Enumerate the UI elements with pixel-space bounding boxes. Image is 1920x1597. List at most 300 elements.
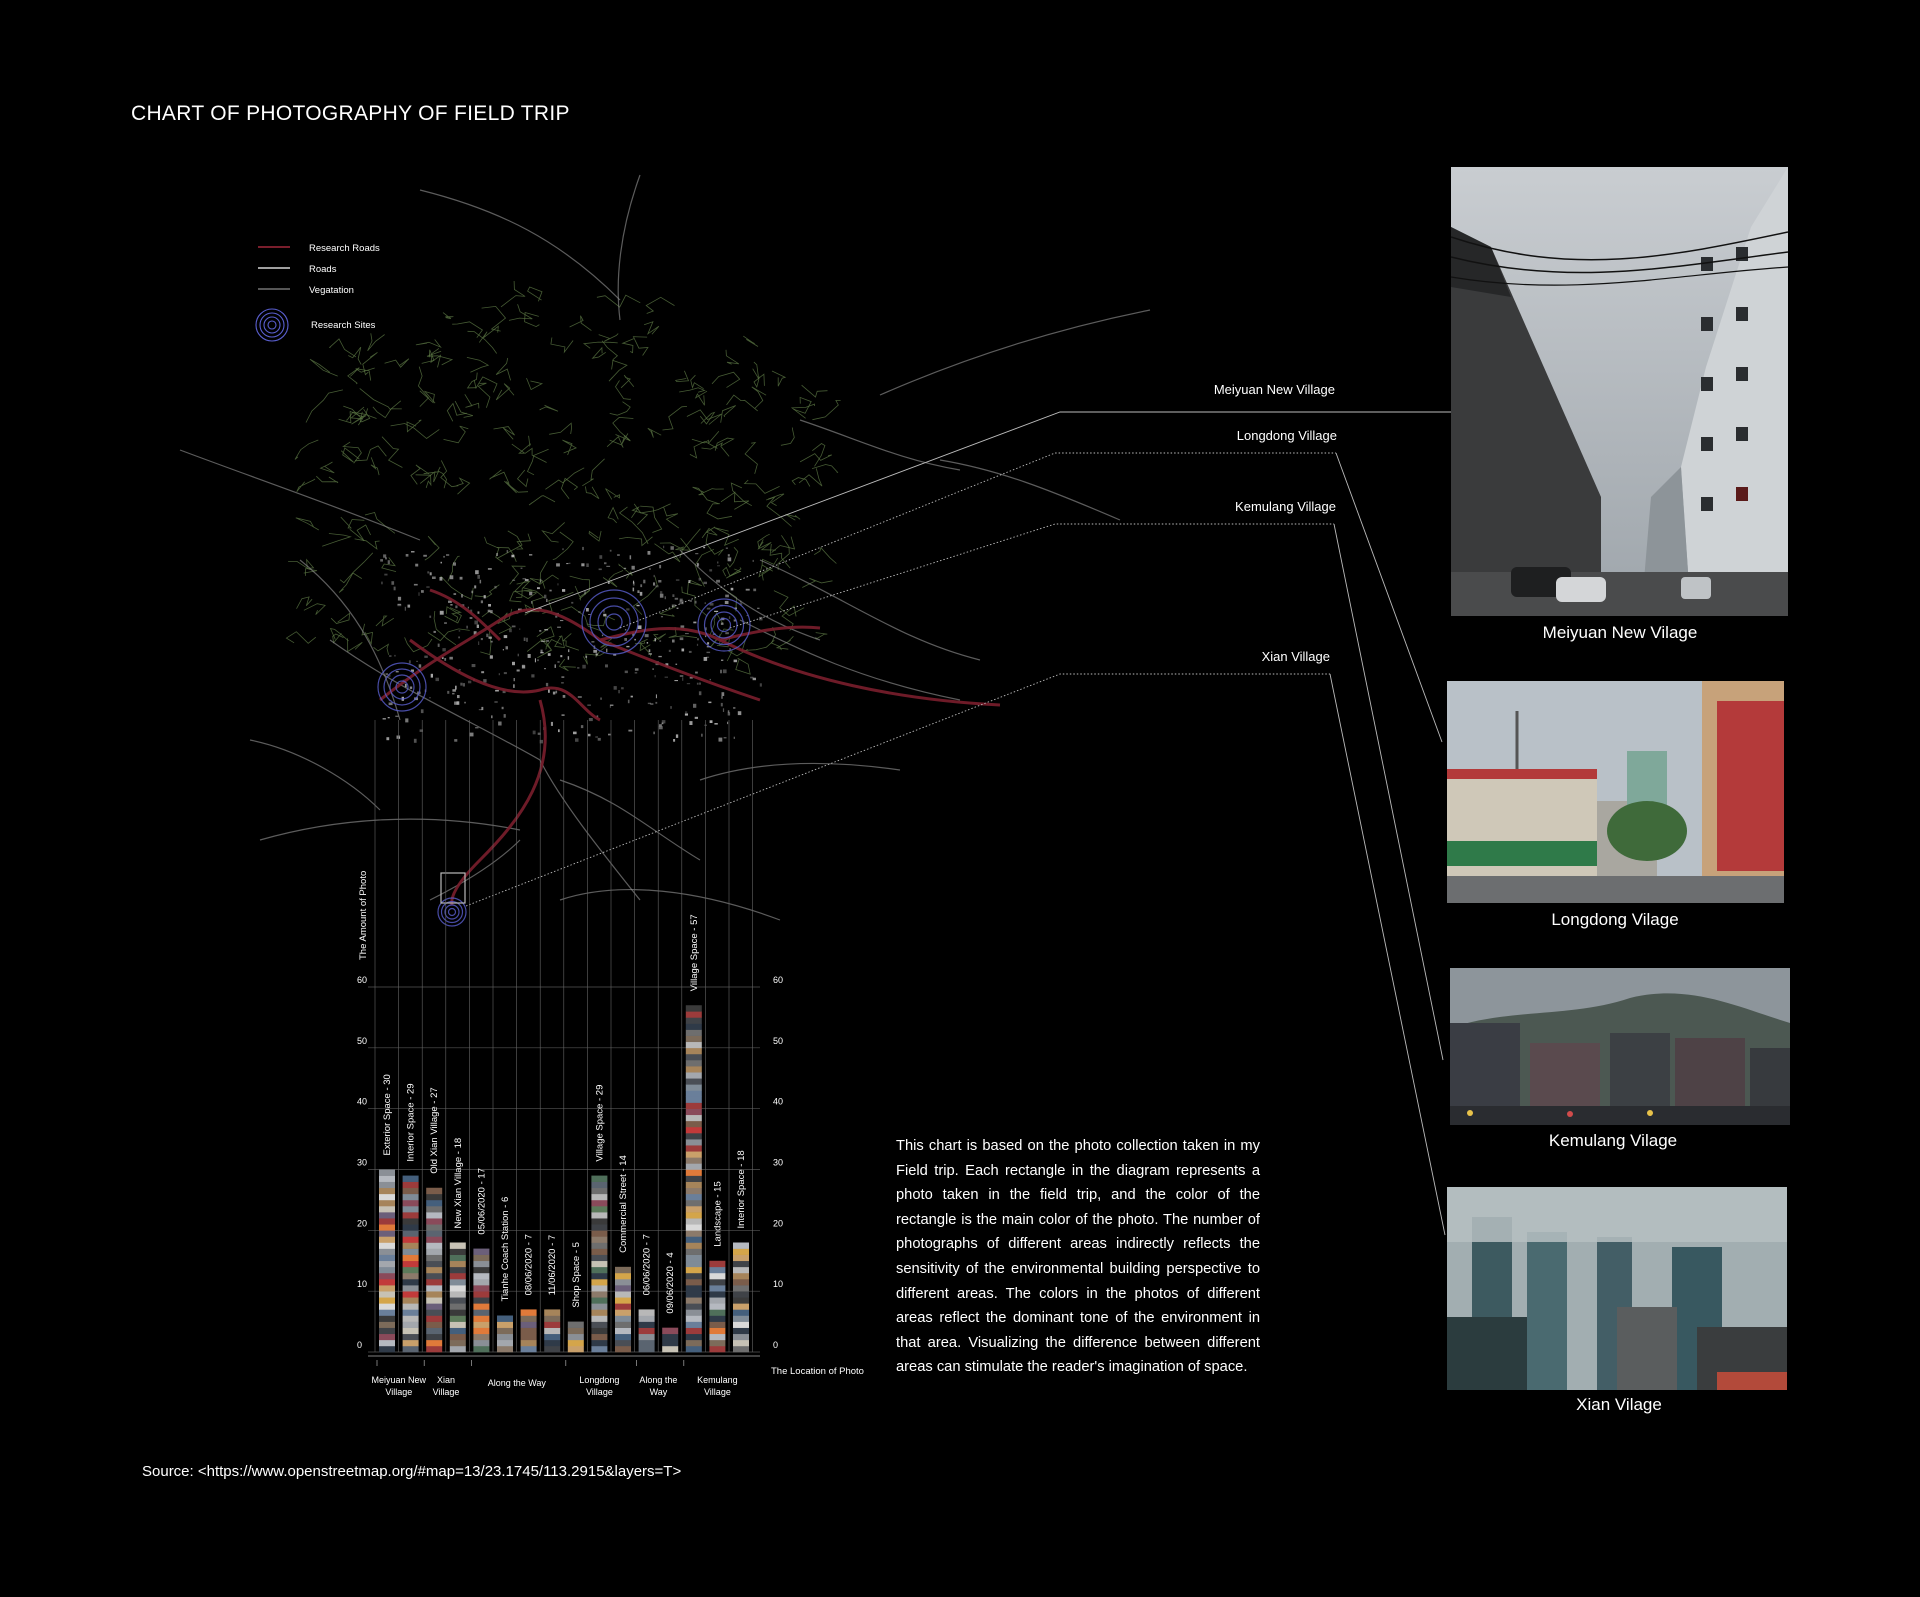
vegetation-path bbox=[727, 395, 758, 411]
urban-block bbox=[631, 696, 633, 698]
photo-swatch bbox=[403, 1236, 419, 1242]
urban-block bbox=[446, 554, 449, 555]
photo-swatch bbox=[450, 1291, 466, 1297]
urban-block bbox=[489, 637, 492, 639]
map-legend bbox=[256, 243, 380, 341]
road bbox=[560, 890, 780, 920]
urban-block bbox=[681, 625, 685, 627]
urban-block bbox=[721, 696, 723, 699]
urban-block bbox=[731, 588, 734, 591]
photo-swatch bbox=[544, 1334, 560, 1340]
vegetation-path bbox=[792, 478, 810, 487]
urban-block bbox=[569, 563, 571, 564]
urban-block bbox=[490, 655, 493, 658]
photo-swatch bbox=[473, 1340, 489, 1346]
urban-block bbox=[381, 582, 382, 585]
urban-block bbox=[703, 582, 707, 584]
urban-block bbox=[556, 563, 560, 566]
urban-block bbox=[714, 611, 718, 612]
urban-block bbox=[549, 590, 551, 592]
vegetation-path bbox=[589, 531, 601, 541]
urban-block bbox=[675, 598, 678, 600]
urban-block bbox=[610, 705, 614, 706]
bar-label: 05/06/2020 - 17 bbox=[476, 1168, 488, 1235]
leader-line bbox=[1330, 674, 1445, 1235]
bar bbox=[639, 1309, 655, 1352]
bar-label: Commercial Street - 14 bbox=[618, 1155, 629, 1253]
urban-block bbox=[661, 616, 663, 617]
photo-swatch bbox=[450, 1273, 466, 1279]
vegetation-path bbox=[510, 590, 533, 601]
urban-block bbox=[529, 592, 532, 596]
urban-block bbox=[716, 580, 720, 583]
bar bbox=[379, 1170, 395, 1353]
vegetation-path bbox=[474, 377, 497, 393]
urban-block bbox=[680, 637, 684, 640]
vegetation-path bbox=[286, 632, 315, 644]
urban-block bbox=[648, 703, 651, 704]
photo-swatch bbox=[568, 1334, 584, 1340]
photo-swatch bbox=[591, 1316, 607, 1322]
photo-swatch bbox=[379, 1249, 395, 1255]
photo-swatch bbox=[379, 1236, 395, 1242]
legend-label: Research Sites bbox=[311, 320, 376, 331]
bar bbox=[426, 1188, 442, 1353]
urban-block bbox=[647, 642, 648, 644]
urban-block bbox=[423, 555, 427, 557]
urban-block bbox=[481, 600, 483, 603]
urban-block bbox=[618, 690, 619, 693]
photo-swatch bbox=[379, 1291, 395, 1297]
photo-swatch bbox=[450, 1346, 466, 1352]
photo-swatch bbox=[379, 1285, 395, 1291]
bar-label: 09/06/2020 - 4 bbox=[665, 1252, 677, 1314]
photo-swatch bbox=[709, 1261, 725, 1267]
vegetation-path bbox=[295, 440, 318, 459]
urban-block bbox=[725, 601, 729, 604]
bar bbox=[497, 1316, 513, 1353]
photo-swatch bbox=[379, 1182, 395, 1188]
urban-block bbox=[665, 677, 668, 678]
urban-block bbox=[654, 575, 655, 577]
urban-block bbox=[555, 616, 557, 618]
urban-block bbox=[521, 568, 523, 570]
urban-block bbox=[677, 608, 679, 609]
urban-block bbox=[419, 664, 422, 667]
kemulang-street-image bbox=[1450, 968, 1790, 1125]
urban-block bbox=[507, 550, 509, 553]
photo-swatch bbox=[733, 1267, 749, 1273]
bar bbox=[686, 1005, 702, 1352]
photo-bar-chart bbox=[357, 720, 864, 1397]
photo-swatch bbox=[473, 1255, 489, 1261]
urban-block bbox=[488, 610, 491, 613]
photo-swatch bbox=[591, 1182, 607, 1188]
photo-swatch bbox=[686, 1243, 702, 1249]
leader-line bbox=[466, 674, 1330, 906]
vegetation-path bbox=[316, 476, 338, 483]
urban-block bbox=[526, 638, 528, 642]
photo-swatch bbox=[379, 1322, 395, 1328]
photo-swatch bbox=[473, 1309, 489, 1315]
bar-label: Landscape - 15 bbox=[712, 1181, 724, 1247]
photo-swatch bbox=[379, 1243, 395, 1249]
photo-swatch bbox=[591, 1230, 607, 1236]
vegetation-path bbox=[812, 400, 840, 419]
vegetation-path bbox=[695, 549, 714, 586]
source-note: Source: <https://www.openstreetmap.org/#map=13/23.1745/113.2915&layers=T> bbox=[142, 1463, 682, 1480]
urban-block bbox=[660, 594, 664, 598]
vegetation-path bbox=[501, 281, 525, 307]
photo-swatch bbox=[639, 1328, 655, 1334]
photo-swatch bbox=[591, 1297, 607, 1303]
photo-swatch bbox=[639, 1316, 655, 1322]
urban-block bbox=[389, 703, 393, 706]
photo-swatch bbox=[379, 1218, 395, 1224]
urban-block bbox=[591, 641, 594, 642]
vegetation-path bbox=[584, 342, 618, 348]
vegetation-path bbox=[691, 375, 704, 389]
photo-swatch bbox=[686, 1236, 702, 1242]
urban-block bbox=[436, 678, 440, 681]
urban-block bbox=[442, 648, 445, 651]
urban-block bbox=[760, 683, 762, 686]
urban-block bbox=[682, 677, 683, 681]
photo-swatch bbox=[686, 1176, 702, 1182]
urban-block bbox=[600, 698, 602, 700]
urban-block bbox=[577, 667, 579, 668]
photo-swatch bbox=[497, 1340, 513, 1346]
urban-block bbox=[383, 718, 386, 719]
photo-swatch bbox=[426, 1243, 442, 1249]
vegetation-path bbox=[644, 322, 659, 335]
urban-block bbox=[540, 579, 541, 583]
urban-block bbox=[557, 583, 558, 585]
photo-swatch bbox=[591, 1200, 607, 1206]
urban-block bbox=[635, 668, 639, 670]
y-tick-label: 0 bbox=[357, 1340, 363, 1350]
urban-block bbox=[695, 672, 698, 674]
photo-swatch bbox=[591, 1273, 607, 1279]
vegetation-path bbox=[438, 467, 446, 488]
photo-swatch bbox=[450, 1334, 466, 1340]
photo-swatch bbox=[686, 1030, 702, 1036]
vegetation-path bbox=[619, 537, 653, 546]
road bbox=[420, 190, 620, 300]
urban-block bbox=[688, 580, 690, 583]
urban-block bbox=[722, 692, 725, 696]
urban-block bbox=[479, 709, 482, 710]
urban-block bbox=[405, 607, 406, 611]
urban-block bbox=[537, 587, 540, 589]
urban-block bbox=[693, 704, 696, 708]
photo-swatch bbox=[591, 1261, 607, 1267]
urban-block bbox=[408, 605, 411, 608]
y-tick-label-right: 60 bbox=[773, 975, 784, 985]
urban-block bbox=[721, 660, 723, 661]
urban-block bbox=[714, 723, 717, 725]
photo-swatch bbox=[639, 1334, 655, 1340]
bar-label: New Xian Village - 18 bbox=[452, 1137, 464, 1229]
urban-block bbox=[734, 737, 735, 739]
urban-block bbox=[662, 723, 664, 725]
photo-swatch bbox=[450, 1316, 466, 1322]
photo-swatch bbox=[426, 1279, 442, 1285]
bar bbox=[709, 1261, 725, 1353]
vegetation-path bbox=[428, 629, 470, 641]
urban-block bbox=[728, 712, 730, 715]
photo-swatch bbox=[426, 1291, 442, 1297]
photo-swatch bbox=[686, 1188, 702, 1194]
urban-block bbox=[426, 586, 429, 587]
urban-block bbox=[566, 563, 568, 564]
photo-caption-meiyuan: Meiyuan New Vilage bbox=[1542, 623, 1698, 642]
urban-block bbox=[541, 650, 543, 653]
bar-label: Old Xian Village - 27 bbox=[429, 1087, 441, 1174]
photo-swatch bbox=[686, 1346, 702, 1352]
photo-swatch bbox=[709, 1322, 725, 1328]
photo-swatch bbox=[615, 1291, 631, 1297]
photo-swatch bbox=[686, 1182, 702, 1188]
photo-swatch bbox=[473, 1303, 489, 1309]
urban-block bbox=[689, 721, 692, 725]
vegetation-path bbox=[529, 496, 555, 505]
urban-block bbox=[513, 684, 515, 688]
vegetation-path bbox=[542, 522, 564, 542]
vegetation-path bbox=[633, 337, 648, 356]
urban-block bbox=[533, 731, 536, 735]
photo-xian bbox=[1447, 1187, 1787, 1390]
urban-block bbox=[504, 672, 507, 674]
urban-block bbox=[699, 691, 702, 695]
urban-block bbox=[458, 637, 460, 639]
photo-swatch bbox=[709, 1334, 725, 1340]
photo-swatch bbox=[426, 1212, 442, 1218]
photo-swatch bbox=[379, 1176, 395, 1182]
photo-swatch bbox=[544, 1340, 560, 1346]
photo-swatch bbox=[379, 1316, 395, 1322]
photo-swatch bbox=[497, 1334, 513, 1340]
vegetation-path bbox=[609, 360, 627, 381]
road bbox=[740, 620, 960, 700]
photo-swatch bbox=[521, 1316, 537, 1322]
vegetation-path bbox=[777, 636, 793, 649]
urban-block bbox=[562, 548, 564, 550]
photo-swatch bbox=[379, 1267, 395, 1273]
urban-block bbox=[759, 617, 763, 621]
vegetation-path bbox=[768, 494, 784, 506]
urban-block bbox=[454, 593, 457, 595]
urban-block bbox=[544, 595, 546, 599]
vegetation-path bbox=[743, 336, 758, 346]
photo-swatch bbox=[591, 1309, 607, 1315]
photo-swatch bbox=[426, 1236, 442, 1242]
photo-swatch bbox=[591, 1176, 607, 1182]
photo-swatch bbox=[662, 1340, 678, 1346]
y-tick-label: 20 bbox=[357, 1218, 368, 1229]
photo-swatch bbox=[426, 1194, 442, 1200]
photo-swatch bbox=[591, 1328, 607, 1334]
vegetation-path bbox=[322, 534, 350, 547]
vegetation-path bbox=[479, 326, 498, 342]
vegetation-path bbox=[687, 410, 722, 425]
vegetation-path bbox=[343, 442, 361, 463]
photo-swatch bbox=[615, 1285, 631, 1291]
urban-block bbox=[723, 669, 727, 673]
vegetation-path bbox=[382, 558, 396, 572]
urban-block bbox=[640, 584, 642, 587]
photo-swatch bbox=[426, 1316, 442, 1322]
urban-block bbox=[705, 602, 706, 604]
urban-block bbox=[610, 550, 612, 552]
urban-block bbox=[699, 683, 700, 685]
photo-swatch bbox=[521, 1346, 537, 1352]
urban-block bbox=[640, 592, 643, 596]
vegetation-path bbox=[553, 532, 573, 560]
urban-block bbox=[529, 554, 532, 555]
photo-caption-kemulang: Kemulang Vilage bbox=[1548, 1131, 1678, 1150]
research-site-ring bbox=[449, 909, 456, 916]
photo-swatch bbox=[379, 1309, 395, 1315]
urban-block bbox=[707, 642, 709, 644]
photo-swatch bbox=[426, 1334, 442, 1340]
urban-block bbox=[655, 585, 658, 587]
vegetation-path bbox=[296, 518, 319, 530]
vegetation-path bbox=[485, 537, 503, 562]
photo-swatch bbox=[403, 1273, 419, 1279]
urban-block bbox=[604, 562, 607, 564]
urban-block bbox=[558, 729, 560, 732]
urban-block bbox=[624, 568, 626, 569]
vegetation-path bbox=[385, 359, 409, 368]
photo-swatch bbox=[450, 1249, 466, 1255]
urban-block bbox=[706, 657, 709, 658]
photo-swatch bbox=[686, 1279, 702, 1285]
photo-swatch bbox=[662, 1346, 678, 1352]
photo-swatch bbox=[733, 1279, 749, 1285]
photo-swatch bbox=[426, 1285, 442, 1291]
photo-swatch bbox=[733, 1309, 749, 1315]
urban-block bbox=[605, 664, 608, 667]
urban-block bbox=[578, 696, 582, 698]
photo-swatch bbox=[568, 1322, 584, 1328]
research-site-ring bbox=[445, 905, 459, 919]
urban-block bbox=[588, 614, 590, 615]
urban-block bbox=[397, 736, 401, 739]
photo-swatch bbox=[591, 1224, 607, 1230]
site-label: Longdong Village bbox=[1236, 428, 1337, 443]
urban-block bbox=[486, 634, 488, 637]
vegetation-path bbox=[478, 383, 490, 408]
photo-swatch bbox=[733, 1261, 749, 1267]
urban-block bbox=[449, 657, 453, 660]
vegetation-path bbox=[496, 358, 511, 380]
urban-block bbox=[460, 683, 462, 686]
vegetation-path bbox=[350, 525, 371, 541]
urban-block bbox=[685, 713, 688, 715]
vegetation-path bbox=[559, 659, 575, 671]
urban-block bbox=[701, 734, 702, 737]
photo-swatch bbox=[615, 1267, 631, 1273]
urban-block bbox=[421, 590, 424, 593]
photo-swatch bbox=[426, 1224, 442, 1230]
photo-swatch bbox=[544, 1346, 560, 1352]
photo-swatch bbox=[709, 1340, 725, 1346]
photo-swatch bbox=[403, 1346, 419, 1352]
urban-block bbox=[568, 649, 569, 652]
urban-block bbox=[625, 629, 626, 630]
photo-swatch bbox=[686, 1078, 702, 1084]
photo-swatch bbox=[379, 1188, 395, 1194]
vegetation-path bbox=[465, 394, 479, 408]
vegetation-path bbox=[441, 460, 459, 486]
vegetation-path bbox=[518, 470, 528, 487]
urban-block bbox=[659, 724, 662, 726]
vegetation-path bbox=[467, 357, 488, 372]
photo-swatch bbox=[686, 1267, 702, 1273]
vegetation-path bbox=[561, 478, 577, 498]
urban-block bbox=[537, 659, 538, 661]
vegetation-path bbox=[593, 348, 606, 358]
photo-swatch bbox=[403, 1297, 419, 1303]
vegetation-path bbox=[583, 653, 604, 665]
photo-swatch bbox=[733, 1243, 749, 1249]
photo-swatch bbox=[615, 1328, 631, 1334]
urban-block bbox=[535, 658, 536, 662]
urban-block bbox=[665, 596, 666, 599]
photo-swatch bbox=[686, 1230, 702, 1236]
urban-block bbox=[690, 600, 692, 602]
vegetation-path bbox=[310, 359, 338, 376]
photo-swatch bbox=[473, 1322, 489, 1328]
group-label: Along the bbox=[639, 1375, 678, 1385]
urban-block bbox=[555, 664, 556, 668]
urban-block bbox=[441, 562, 443, 564]
urban-block bbox=[560, 655, 562, 657]
urban-block bbox=[634, 639, 636, 641]
urban-block bbox=[429, 616, 431, 618]
urban-block bbox=[721, 703, 723, 707]
urban-block bbox=[517, 670, 520, 672]
urban-block bbox=[596, 653, 598, 655]
urban-block bbox=[655, 702, 657, 704]
urban-block bbox=[398, 604, 402, 605]
photo-swatch bbox=[733, 1328, 749, 1334]
urban-block bbox=[593, 650, 597, 653]
research-site-ring bbox=[598, 606, 630, 638]
legend-label: Roads bbox=[309, 264, 337, 275]
meiyuan-street-image bbox=[1451, 167, 1788, 616]
photo-swatch bbox=[379, 1224, 395, 1230]
research-road bbox=[452, 700, 546, 905]
vegetation-path bbox=[570, 316, 592, 331]
vegetation-path bbox=[340, 553, 373, 583]
urban-block bbox=[470, 733, 474, 737]
urban-block bbox=[710, 679, 711, 680]
vegetation-path bbox=[616, 380, 631, 399]
urban-block bbox=[386, 737, 389, 740]
urban-block bbox=[490, 610, 493, 613]
vegetation-path bbox=[331, 613, 350, 623]
vegetation-path bbox=[368, 333, 385, 351]
photo-swatch bbox=[379, 1170, 395, 1176]
leader-line bbox=[1334, 524, 1443, 1060]
urban-block bbox=[682, 649, 685, 652]
urban-block bbox=[540, 652, 543, 653]
road bbox=[260, 819, 520, 840]
group-label: Village bbox=[432, 1387, 460, 1397]
urban-block bbox=[440, 611, 444, 615]
